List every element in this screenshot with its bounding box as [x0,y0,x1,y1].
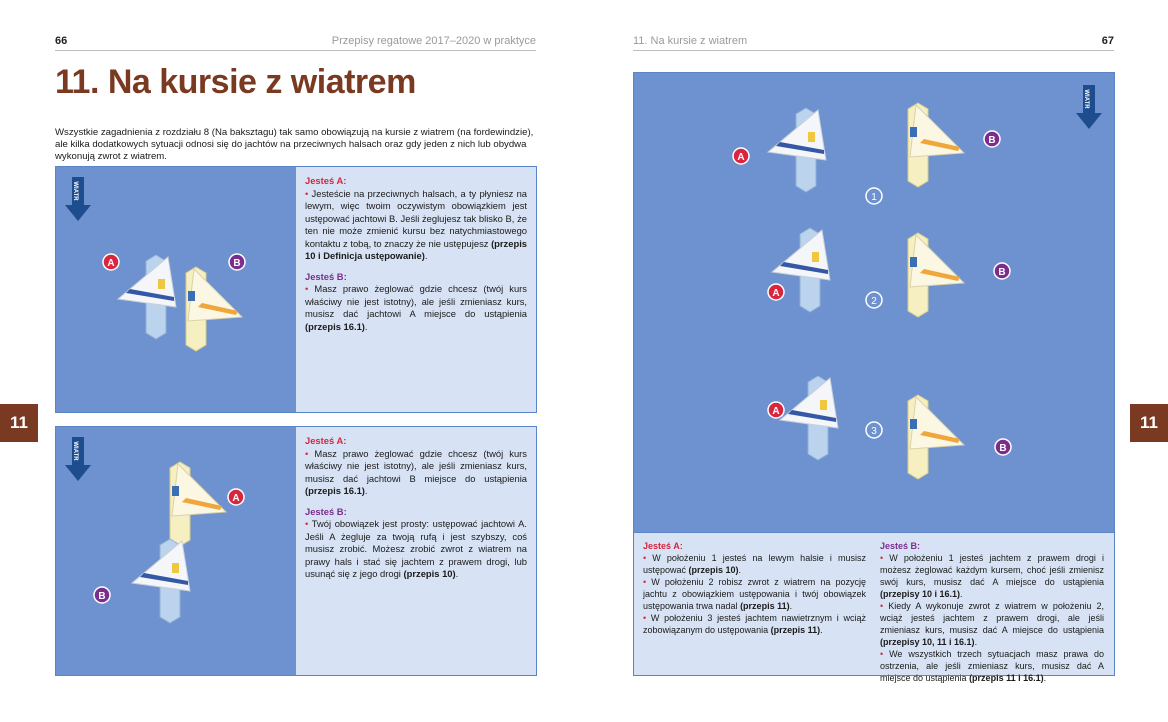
intro-paragraph: Wszystkie zagadnienia z rozdziału 8 (Na baksztagu) tak samo obowiązują na kursie z wiatrem (na fordewindzie), ale kilka dodatkowych sytuacji odnosi się do jachtów na przeciwnych halsach oraz gdy jeden z nich lub obydwa wykonują zwrot z wiatrem. [55,127,534,163]
boat-a [768,108,826,192]
chapter-title: 11. Na kursie z wiatrem [55,63,416,101]
column-b: Jesteś B: • W położeniu 1 jesteś jachtem z prawem drogi i możesz żeglować każdym kursem, choć jeśli zmienisz swój kurs, musisz dać A miejsce do ustąpienia (przepisy 10 i 16.1). • Kiedy A wykonuje zwrot z wiatrem w położeniu 2, wciąż jesteś jachtem z prawem drogi, ale jeśli zmieniasz kurs, musisz dać A miejsce do ustąpienia (przepisy 10, 11 i 16.1). • We wszystkich trzech sytuacjach masz prawa do ostrzenia, ale jeśli zmieniasz kurs, musisz dać A miejsce do ustąpienia (przepis 11 i 16.1). [880,541,1104,683]
svg-text:A: A [107,258,115,269]
svg-text:B: B [998,267,1006,278]
panel1-text: Jesteś A: • Jesteście na przeciwnych halsach, a ty płyniesz na lewym, więc twoim oczywistym obowiązkiem jest ustępować jachtowi B. Jeśli żeglujesz tak blisko B, że ten nie może zmienić kursu bez natychmiastowego kontaktu z tobą, to znaczy że nie ustępujesz (przepis 10 i Definicja ustępowanie). Jesteś B: • Masz prawo żeglować gdzie chcesz (twój kurs właściwy nie jest istotny), ale jeśli zmieniasz kurs, musisz dać jachtowi A miejsce do ustąpienia (przepis 16.1). [305,175,528,332]
boat-b [908,395,964,479]
svg-text:B: B [233,258,241,269]
marker-a [768,402,784,418]
marker-a [768,284,784,300]
heading-a: Jesteś A: [305,435,347,446]
column-a: Jesteś A: • W położeniu 1 jesteś na lewym halsie i musisz ustępować (przepis 10). • W położeniu 2 robisz zwrot z wiatrem na pozycję jachtu z obowiązkiem ustępowania i twój obowiązek ustępowania trwa nadal (przepis 11). • W położeniu 3 jesteś jachtem nawietrznym i wciąż zobowiązanym do ustępowania (przepis 11). [643,541,866,635]
boat-a [118,255,176,339]
marker-b [994,263,1010,279]
chapter-tab-left: 11 [0,404,38,442]
svg-text:A: A [232,493,240,504]
page-number-left: 66 [55,35,68,47]
boat-a [780,376,838,460]
chapter-tab-right: 11 [1130,404,1168,442]
diagram-2 [56,427,296,675]
svg-text:3: 3 [871,426,877,437]
heading-a: Jesteś A: [305,175,347,186]
svg-text:B: B [98,591,106,602]
page-number-right: 67 [1101,35,1114,47]
running-head-right: 11. Na kursie z wiatrem [633,35,748,47]
svg-text:2: 2 [871,296,877,307]
marker-b [94,587,110,603]
svg-text:B: B [999,443,1007,454]
svg-text:1: 1 [871,192,877,203]
panel2-text: Jesteś A: • Masz prawo żeglować gdzie chcesz (twój kurs właściwy nie jest istotny), ale jeśli zmieniasz kurs, musisz dać jachtowi B miejsce do ustąpienia (przepis 16.1). Jesteś B: • Twój obowiązek jest prosty: ustępować jachtowi A. Jeśli A żegluje za twoją rufą i jest szybszy, coś musisz zrobić. Możesz zrobić zwrot z wiatrem na prawy hals i stać się jachtem z prawem drogi, lub usunąć się z jego drogi (przepis 10). [305,435,527,579]
marker-b [229,254,245,270]
header-rule [55,50,536,51]
right-text-panel [633,532,1115,683]
boat-b [132,539,190,623]
boat-b [186,267,242,351]
marker-b [995,439,1011,455]
scenario-panel-1 [55,166,537,413]
marker-a [103,254,119,270]
boat-a [170,462,226,546]
header-rule [633,50,1114,51]
marker-a [733,148,749,164]
boat-b [908,233,964,317]
diagram-right [633,72,1115,534]
svg-text:A: A [737,152,745,163]
wind-label: WIATR [1083,89,1089,109]
wind-label: WIATR [72,181,78,201]
position-marker [866,292,882,308]
position-marker [866,188,882,204]
diagram-1 [56,167,296,412]
heading-b: Jesteś B: [305,505,347,517]
marker-a [228,489,244,505]
position-marker [866,422,882,438]
heading-b: Jesteś B: [305,270,347,282]
wind-label: WIATR [72,441,78,461]
boat-b [908,103,964,187]
marker-b [984,131,1000,147]
svg-text:A: A [772,288,780,299]
running-head-left: Przepisy regatowe 2017–2020 w praktyce [331,35,536,47]
scenario-panel-2 [55,426,537,676]
boat-a [772,228,830,312]
svg-text:B: B [988,135,996,146]
svg-text:A: A [772,406,780,417]
